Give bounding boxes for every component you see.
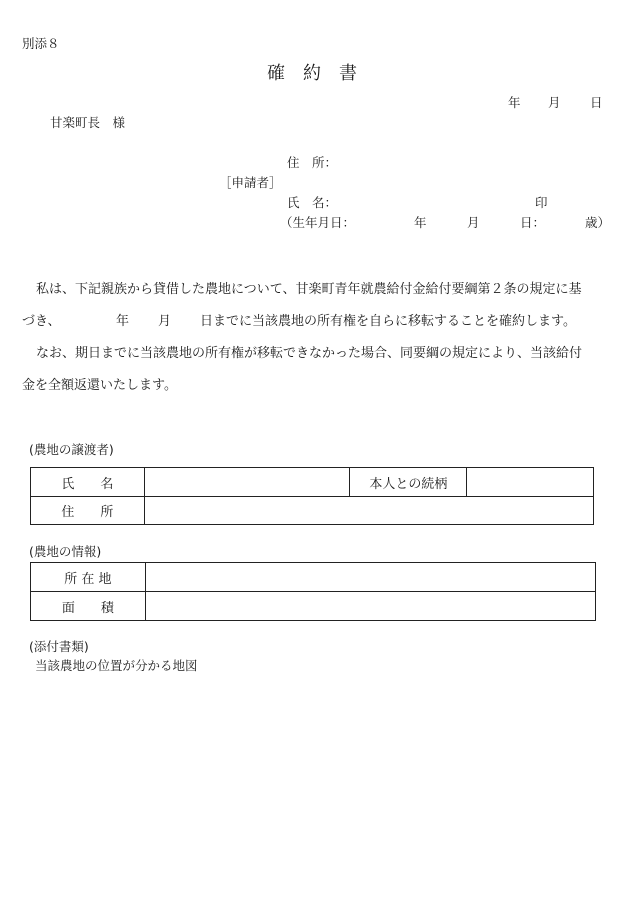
recipient: 甘楽町長 様	[50, 115, 126, 130]
farmland-heading: (農地の情報)	[29, 544, 102, 559]
farmland-area-field[interactable]	[145, 592, 595, 621]
transferor-relation-field[interactable]	[467, 468, 594, 497]
attachment-item: 当該農地の位置が分かる地図	[35, 658, 198, 673]
body-line-2-month: 月	[158, 314, 172, 329]
farmland-location-field[interactable]	[145, 563, 595, 592]
transferor-name-field[interactable]	[144, 468, 350, 497]
body-line-3: なお、期日までに当該農地の所有権が移転できなかった場合、同要綱の規定により、当該給付	[36, 346, 583, 361]
birth-year-label: 年	[414, 215, 427, 230]
farmland-table	[30, 562, 596, 621]
birth-day-label: 日：	[520, 215, 546, 230]
date-year-label: 年	[508, 95, 521, 110]
page-title: 確 約 書	[267, 63, 357, 84]
transferor-row-address	[31, 497, 594, 525]
body-line-2-rest: 日までに当該農地の所有権を自らに移転することを確約します。	[200, 314, 576, 329]
transferor-address-label: 住 所	[31, 497, 145, 525]
transferor-address-field[interactable]	[144, 497, 593, 525]
date-day-label: 日	[590, 95, 603, 110]
transferor-table	[30, 467, 594, 525]
age-label: 歳）	[585, 215, 611, 230]
body-line-2-start: づき、	[22, 314, 61, 329]
body-line-2-year: 年	[116, 314, 130, 329]
farmland-location-label: 所 在 地	[31, 563, 146, 592]
body-line-1: 私は、下記親族から貸借した農地について、甘楽町青年就農給付金給付要綱第２条の規定に基	[36, 282, 582, 297]
date-month-label: 月	[548, 95, 561, 110]
farmland-area-label: 面 積	[31, 592, 146, 621]
transferor-heading: (農地の譲渡者)	[29, 442, 114, 457]
applicant-name-label: 氏 名：	[287, 195, 338, 210]
transferor-relation-label: 本人との続柄	[350, 468, 467, 497]
transferor-row-name	[31, 468, 594, 497]
birth-month-label: 月	[467, 215, 480, 230]
applicant-section-label: ［申請者］	[219, 175, 282, 190]
birth-date-open: （生年月日：	[280, 215, 356, 230]
farmland-row-location	[31, 563, 596, 592]
attachments-heading: (添付書類)	[29, 639, 89, 654]
attachment-number: 別添８	[22, 36, 60, 51]
applicant-address-label: 住 所：	[287, 155, 338, 170]
transferor-name-label: 氏 名	[31, 468, 145, 497]
farmland-row-area	[31, 592, 596, 621]
body-line-4: 金を全額返還いたします。	[22, 378, 177, 393]
seal-mark: 印	[535, 195, 548, 210]
